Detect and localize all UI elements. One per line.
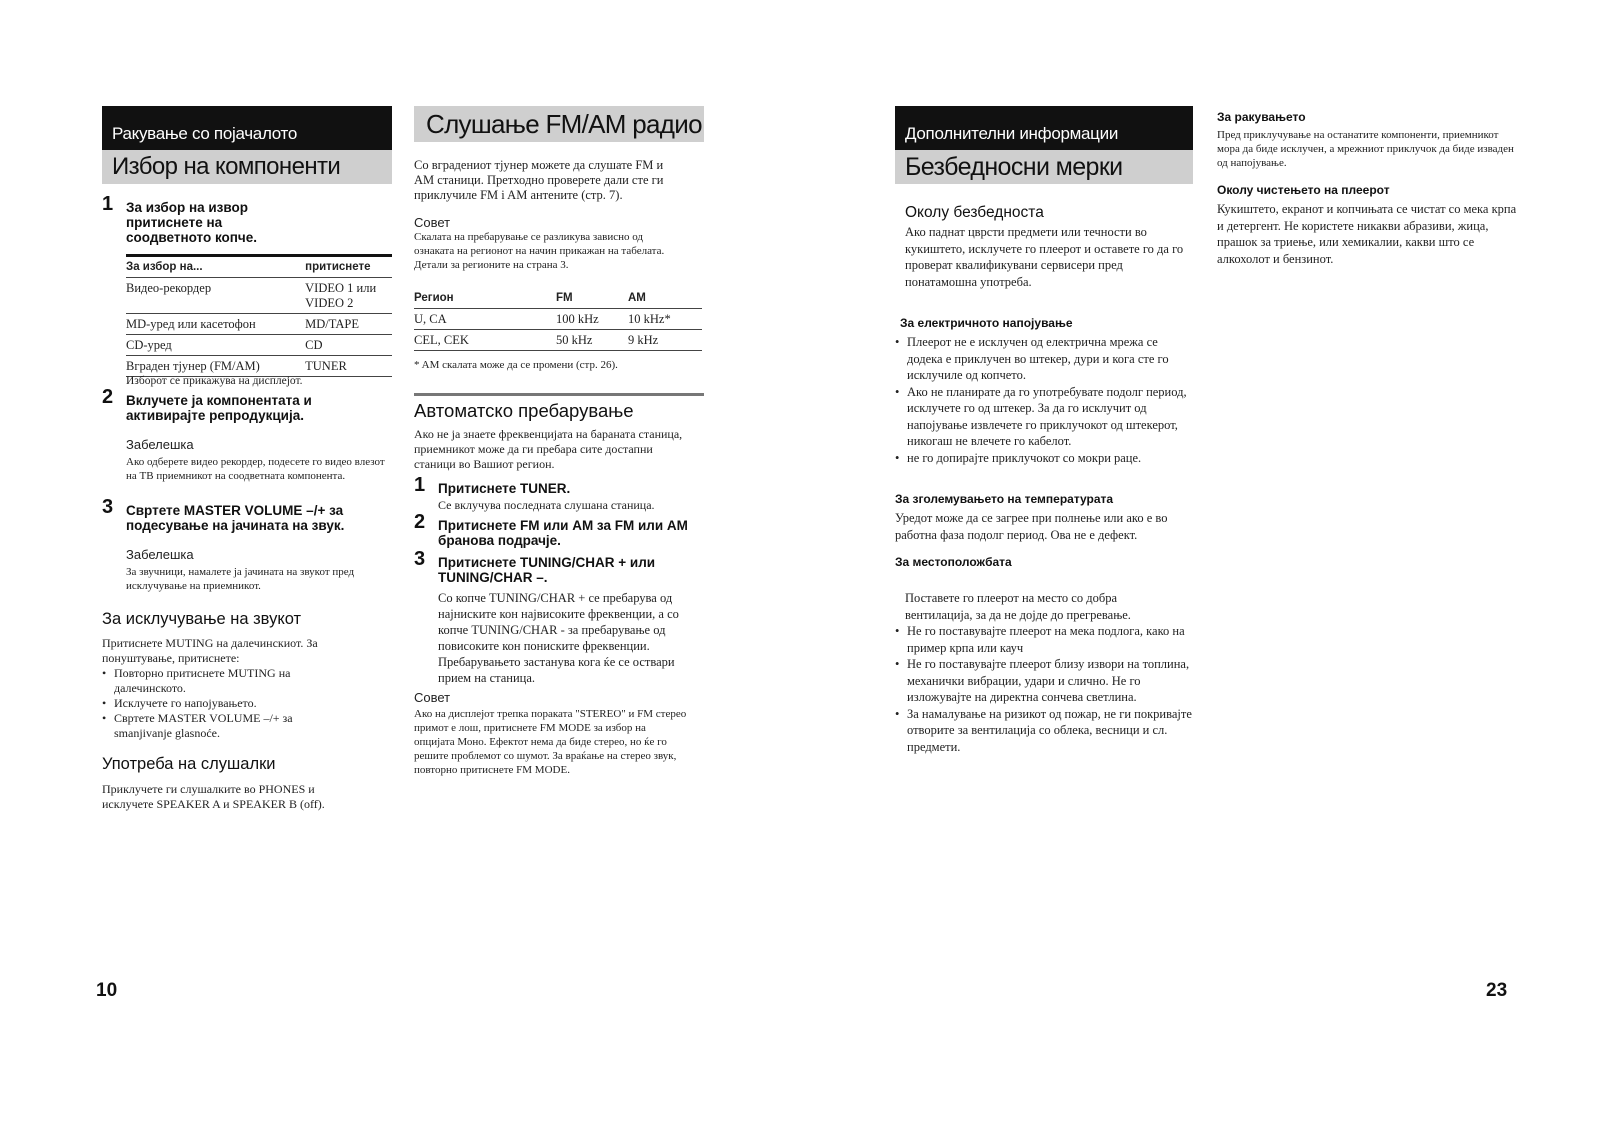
- handling-heading: За ракувањето: [1217, 110, 1306, 124]
- step-text: Вклучете ја компонентата и активирајте репродукција.: [126, 393, 312, 423]
- list-item: • Свртете MASTER VOLUME –/+ за smanjivanje glasnoće.: [102, 711, 352, 741]
- table-header: AM: [628, 292, 646, 304]
- section-label: Дополнителни информации: [895, 106, 1193, 150]
- step-text: Свртете MASTER VOLUME –/+ за подесување на јачината на звук.: [126, 503, 345, 533]
- cleaning-heading: Околу чистењето на плеерот: [1217, 183, 1390, 197]
- section-label: Ракување со појачалото: [102, 106, 392, 150]
- table-cell: CEL, CEK: [414, 333, 469, 347]
- list-item: • Ако не планирате да го употребувате подолг период, исклучете го од штекер. За да го исклучит од напојување извлечете го приклучокот од штекерот, никогаш не влечете го кабелот.: [895, 384, 1195, 450]
- list-item: • За намалување на ризикот од пожар, не ги покривајте отворите за вентилација со облека, весници и сл. предмети.: [895, 706, 1195, 756]
- step-text: Притиснете TUNING/CHAR + или TUNING/CHAR –.: [438, 555, 656, 585]
- table-row: [414, 309, 702, 330]
- location-list: [895, 623, 1195, 755]
- step-2: [414, 511, 713, 548]
- step-text: Притиснете FM или AM за FM или AM бранова подрачје.: [438, 518, 688, 548]
- table-cell: 9 kHz: [628, 333, 659, 347]
- list-item: • Не го поставувајте плеерот на мека подлога, како на пример крпа или кауч: [895, 623, 1195, 656]
- step-detail: Се вклучува последната слушана станица.: [438, 498, 655, 512]
- intro-text: Со вградениот тјунер можете да слушате FM и AM станици. Претходно проверете дали сте ги приклучиле FM i AM антените (стр. 7).: [414, 158, 664, 202]
- table-row: [126, 335, 392, 356]
- safety-heading: Околу безбедноста: [905, 204, 1044, 221]
- table-cell: U, CA: [414, 312, 447, 326]
- power-heading: За електричното напојување: [900, 316, 1073, 330]
- temperature-heading: За зголемувањето на температурата: [895, 492, 1114, 506]
- table-cell: Вграден тјунер (FM/AM): [126, 359, 260, 373]
- power-list: [895, 334, 1195, 466]
- mute-list: [102, 666, 352, 741]
- step-number: 1: [414, 474, 426, 496]
- tip-text: Ако на дисплејот трепка пораката "STEREO" и FM стерео примот е лош, притиснете FM MODE за избор на опцијата Моно. Ефектот нема да биде стерео, но ќе го решите проблемот со шумот. За враќање на стерео звук, повторно притиснете FM MODE.: [414, 708, 687, 776]
- step-number: 3: [414, 548, 426, 570]
- step-2: [102, 386, 376, 423]
- cleaning-text: Кукиштето, екранот и копчињата се чистат со мека крпа и детергент. Не користете никакви абразиви, жица, прашок за триење, или хемикалии, какви што се алкохолот и бензинот.: [1217, 202, 1517, 266]
- note-text: За звучници, намалете ја јачината на звукот пред исклучување на приемникот.: [126, 566, 355, 592]
- page-number: 10: [96, 980, 118, 1001]
- list-item: • Не го поставувајте плеерот близу извори на топлина, механички вибрации, удари и слично. Не го изложувајте на директна сончева светлина.: [895, 656, 1195, 706]
- page-title: Безбедносни мерки: [895, 150, 1193, 184]
- table-caption: Изборот се прикажува на дисплејот.: [126, 375, 303, 387]
- table-header: Регион: [414, 292, 454, 304]
- note-heading: Забелешка: [126, 547, 194, 562]
- mute-text: Притиснете MUTING на далечинскиот. За понуштување, притиснете:: [102, 636, 318, 665]
- page-title: Избор на компоненти: [102, 150, 392, 184]
- note-text: Ако одберете видео рекордер, подесете го видео влезот на ТВ приемникот на соодветната компонента.: [126, 456, 385, 482]
- table-cell: MD-уред или касетофон: [126, 317, 256, 331]
- table-cell: VIDEO 1 или VIDEO 2: [305, 281, 377, 310]
- step-detail: Со копче TUNING/CHAR + се пребарува од најниските кон највисоките фреквенции, а со копче TUNING/CHAR - за пребарување од повисоките кон пониските фреквенции. Пребарувањето застанува кога ќе се оствари прием на станица.: [438, 591, 679, 685]
- table-cell: 10 kHz*: [628, 312, 671, 326]
- step-text: Притиснете TUNER.: [438, 481, 571, 496]
- list-item: • Плеерот не е исклучен од електрична мрежа се додека е приклучен во штекер, дури и кога сте го исклучиле од копчето.: [895, 334, 1195, 384]
- table-cell: 100 kHz: [556, 312, 599, 326]
- note-heading: Забелешка: [126, 437, 194, 452]
- step-number: 2: [102, 386, 114, 408]
- step-3: [414, 548, 688, 585]
- table-cell: CD: [305, 338, 323, 352]
- table-header: FM: [556, 292, 573, 304]
- page-number: 23: [1486, 980, 1508, 1001]
- table-cell: MD/TAPE: [305, 317, 360, 331]
- list-item: • не го допирајте приклучокот со мокри раце.: [895, 450, 1195, 467]
- step-3: [102, 496, 386, 533]
- region-table: [414, 288, 702, 351]
- table-cell: CD-уред: [126, 338, 172, 352]
- step-number: 1: [102, 193, 114, 215]
- handling-text: Пред приклучување на останатите компоненти, приемникот мора да биде исклучен, а мрежниот приклучок да биде изваден од напојување.: [1217, 129, 1514, 169]
- phones-heading: Употреба на слушалки: [102, 755, 276, 773]
- table-row: [126, 278, 392, 314]
- table-cell: Видео-рекордер: [126, 281, 212, 295]
- table-footnote: * AM скалата може да се промени (стр. 26).: [414, 359, 618, 371]
- table-cell: TUNER: [305, 359, 347, 373]
- step-number: 2: [414, 511, 426, 533]
- table-row: [414, 330, 702, 351]
- table-cell: 50 kHz: [556, 333, 593, 347]
- step-number: 3: [102, 496, 114, 518]
- step-text: За избор на извор притиснете на соодветното копче.: [126, 200, 258, 245]
- tip-heading: Совет: [414, 690, 451, 705]
- page-title: Слушање FM/AM радио: [414, 106, 704, 142]
- tip-text: Скалата на пребарување се разликува зависно од ознаката на регионот на начин прикажан на табелата. Детали за регионите на страна 3.: [414, 231, 665, 271]
- source-table: [126, 254, 392, 377]
- table-row: [126, 314, 392, 335]
- location-heading: За местоположбата: [895, 555, 1012, 569]
- tip-heading: Совет: [414, 215, 451, 230]
- list-item: • Исклучете го напојувањето.: [102, 696, 352, 711]
- table-header: За избор на...: [126, 261, 203, 273]
- section-divider: [414, 393, 704, 396]
- location-text: Поставете го плеерот на место со добра вентилација, за да не дојде до прегревање.: [905, 591, 1131, 622]
- mute-heading: За исклучување на звукот: [102, 610, 302, 628]
- phones-text: Приклучете ги слушалките во PHONES и исклучете SPEAKER A и SPEAKER B (off).: [102, 782, 325, 811]
- step-1: [102, 193, 296, 245]
- temperature-text: Уредот може да се загрее при полнење или ако е во работна фаза подолг период. Ова не е дефект.: [895, 511, 1168, 542]
- list-item: • Повторно притиснете MUTING на далечинското.: [102, 666, 352, 696]
- safety-text: Ако паднат цврсти предмети или течности во кукиштето, исклучете го плеерот и оставете го да го проверат квалификувани сервисери пред понатамошна употреба.: [905, 225, 1184, 289]
- auto-search-heading: Автоматско пребарување: [414, 400, 634, 421]
- auto-search-intro: Ако не ја знаете фреквенцијата на бараната станица, приемникот може да ги пребара сите достапни станици во Вашиот регион.: [414, 427, 683, 471]
- table-header: притиснете: [305, 261, 371, 273]
- step-1: [414, 474, 708, 496]
